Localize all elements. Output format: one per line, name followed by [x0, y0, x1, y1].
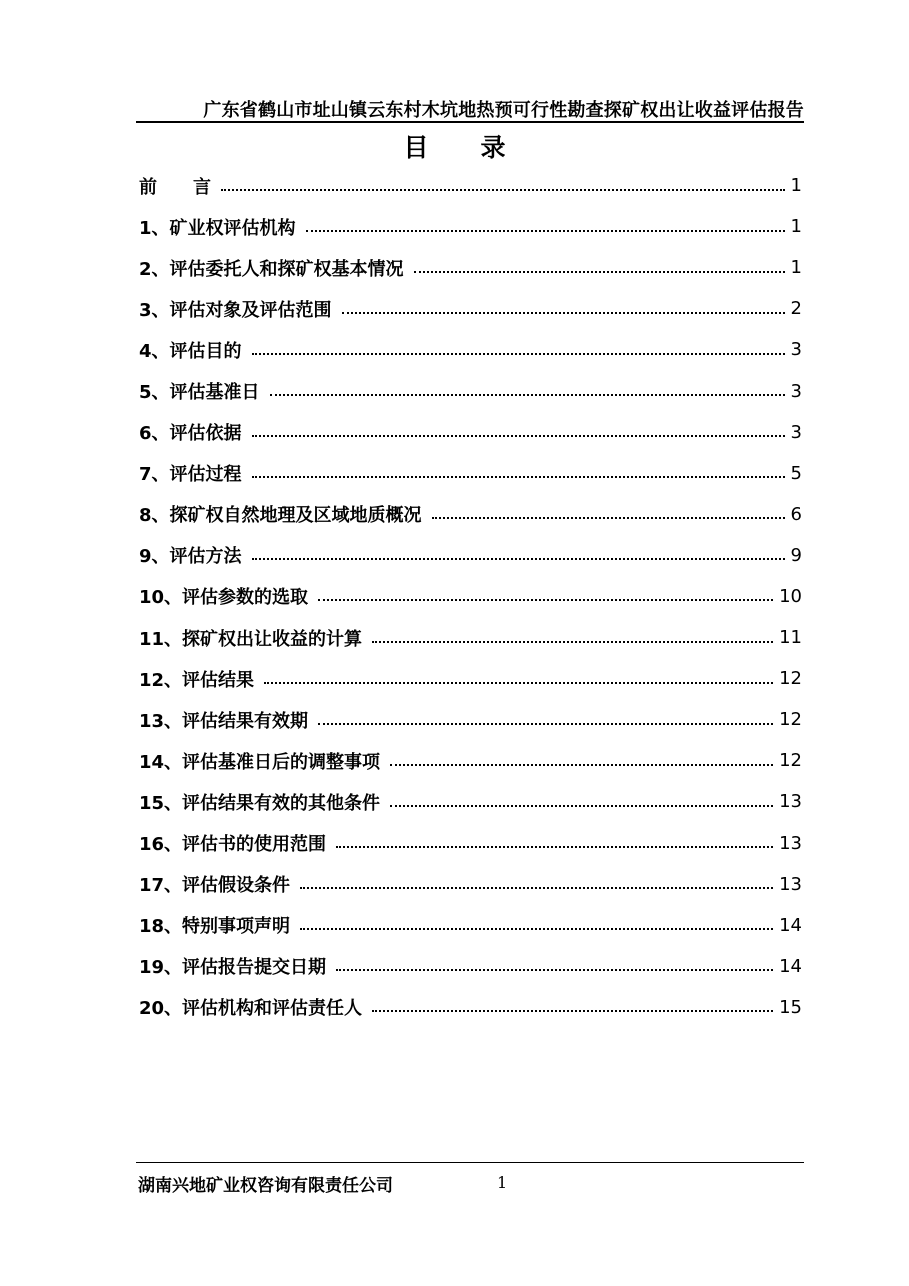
toc-title-char-2: 录 — [480, 133, 506, 162]
toc-leader-dots — [390, 805, 773, 807]
toc-leader-dots — [414, 271, 785, 273]
toc-entry-page: 6 — [790, 503, 802, 525]
table-of-contents — [139, 165, 802, 1028]
toc-leader-dots — [318, 599, 773, 601]
toc-entry-page: 12 — [779, 709, 802, 731]
toc-leader-dots — [336, 846, 773, 848]
toc-entry-label: 8、探矿权自然地理及区域地质概况 — [139, 505, 422, 527]
toc-entry[interactable] — [139, 535, 802, 576]
toc-entry-page: 9 — [790, 544, 802, 566]
toc-entry-page: 3 — [790, 421, 802, 443]
toc-entry-label: 17、评估假设条件 — [139, 875, 291, 897]
toc-entry-label: 前 言 — [139, 176, 211, 198]
toc-entry[interactable] — [139, 288, 802, 329]
toc-entry[interactable] — [139, 740, 802, 781]
toc-leader-dots — [300, 887, 773, 889]
footer-rule — [136, 1162, 804, 1163]
toc-entry-label: 13、评估结果有效期 — [139, 710, 309, 732]
toc-entry-page: 15 — [779, 996, 802, 1018]
toc-entry-label: 16、评估书的使用范围 — [139, 834, 327, 856]
footer-page-number: 1 — [497, 1173, 508, 1192]
toc-entry-page: 12 — [779, 668, 802, 690]
toc-entry[interactable] — [139, 453, 802, 494]
toc-entry[interactable] — [139, 987, 802, 1028]
toc-entry-label: 10、评估参数的选取 — [139, 587, 309, 609]
toc-entry[interactable] — [139, 329, 802, 370]
toc-entry-page: 3 — [790, 380, 802, 402]
toc-entry[interactable] — [139, 905, 802, 946]
toc-leader-dots — [300, 928, 773, 930]
toc-entry-page: 1 — [790, 175, 802, 197]
toc-leader-dots — [318, 723, 773, 725]
toc-entry[interactable] — [139, 699, 802, 740]
toc-entry-label: 2、评估委托人和探矿权基本情况 — [139, 258, 404, 280]
toc-entry[interactable] — [139, 370, 802, 411]
toc-entry[interactable] — [139, 576, 802, 617]
toc-leader-dots — [336, 969, 773, 971]
toc-leader-dots — [252, 353, 785, 355]
toc-title-char-1: 目 — [403, 133, 429, 162]
header-rule — [136, 121, 804, 123]
toc-entry-label: 6、评估依据 — [139, 423, 242, 445]
toc-entry-page: 13 — [779, 791, 802, 813]
toc-entry-label: 7、评估过程 — [139, 464, 242, 486]
toc-entry[interactable] — [139, 823, 802, 864]
toc-leader-dots — [342, 312, 785, 314]
toc-entry-label: 3、评估对象及评估范围 — [139, 299, 332, 321]
toc-entry[interactable] — [139, 617, 802, 658]
toc-entry-label: 5、评估基准日 — [139, 382, 260, 404]
toc-title — [0, 128, 909, 164]
toc-entry-page: 5 — [790, 462, 802, 484]
toc-entry[interactable] — [139, 494, 802, 535]
toc-entry-page: 1 — [790, 216, 802, 238]
toc-entry-label: 19、评估报告提交日期 — [139, 957, 327, 979]
toc-entry-label: 20、评估机构和评估责任人 — [139, 998, 363, 1020]
toc-entry-label: 4、评估目的 — [139, 340, 242, 362]
toc-entry-label: 11、探矿权出让收益的计算 — [139, 628, 363, 650]
toc-entry-page: 14 — [779, 955, 802, 977]
toc-entry[interactable] — [139, 864, 802, 905]
toc-entry-page: 13 — [779, 832, 802, 854]
toc-leader-dots — [252, 435, 785, 437]
toc-entry[interactable] — [139, 781, 802, 822]
toc-entry-page: 3 — [790, 339, 802, 361]
toc-entry-label: 12、评估结果 — [139, 669, 255, 691]
toc-entry[interactable] — [139, 946, 802, 987]
toc-entry[interactable] — [139, 247, 802, 288]
toc-entry-label: 1、矿业权评估机构 — [139, 217, 296, 239]
toc-entry-label: 18、特别事项声明 — [139, 916, 291, 938]
toc-leader-dots — [306, 230, 785, 232]
toc-entry-page: 2 — [790, 298, 802, 320]
toc-entry[interactable] — [139, 412, 802, 453]
toc-entry-page: 1 — [790, 257, 802, 279]
toc-leader-dots — [270, 394, 785, 396]
toc-leader-dots — [252, 476, 785, 478]
toc-leader-dots — [221, 189, 785, 191]
page-header-title: 广东省鹤山市址山镇云东村木坑地热预可行性勘查探矿权出让收益评估报告 — [203, 100, 804, 121]
toc-entry[interactable] — [139, 165, 802, 206]
toc-entry-page: 14 — [779, 914, 802, 936]
toc-entry-label: 14、评估基准日后的调整事项 — [139, 751, 381, 773]
toc-entry-page: 10 — [779, 585, 802, 607]
toc-entry-page: 12 — [779, 750, 802, 772]
toc-leader-dots — [390, 764, 773, 766]
toc-entry-label: 9、评估方法 — [139, 546, 242, 568]
toc-leader-dots — [264, 682, 773, 684]
toc-leader-dots — [372, 1010, 773, 1012]
toc-entry[interactable] — [139, 658, 802, 699]
toc-leader-dots — [372, 641, 773, 643]
toc-entry[interactable] — [139, 206, 802, 247]
toc-entry-page: 13 — [779, 873, 802, 895]
toc-leader-dots — [252, 558, 785, 560]
footer-company: 湖南兴地矿业权咨询有限责任公司 — [138, 1176, 393, 1196]
toc-leader-dots — [432, 517, 785, 519]
toc-entry-page: 11 — [779, 627, 802, 649]
toc-entry-label: 15、评估结果有效的其他条件 — [139, 792, 381, 814]
